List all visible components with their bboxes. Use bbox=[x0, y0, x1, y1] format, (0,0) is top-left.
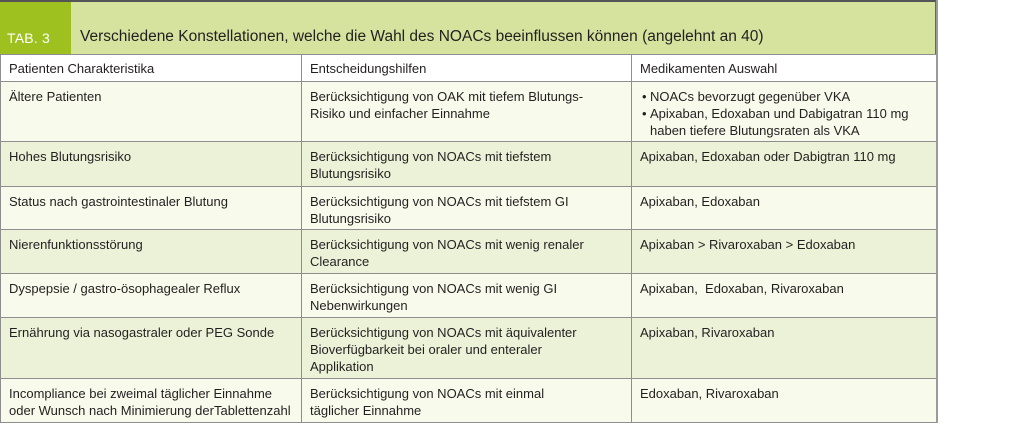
text-line: Bioverfügbarkeit bei oraler und enteraler bbox=[310, 342, 542, 357]
text-line: Nebenwirkungen bbox=[310, 298, 408, 313]
cell-characteristic: Status nach gastrointestinaler Blutung bbox=[0, 187, 301, 229]
bullet-text: Apixaban, Edoxaban und Dabigatran 110 mg bbox=[650, 106, 909, 121]
text-line: Incompliance bei zweimal täglicher Einnahme bbox=[9, 386, 273, 401]
bullet-text: NOACs bevorzugt gegenüber VKA bbox=[650, 89, 851, 104]
cell-selection: Apixaban, Rivaroxaban bbox=[631, 318, 936, 378]
cell-decision bbox=[301, 379, 631, 422]
cell-decision bbox=[301, 274, 631, 317]
cell-decision bbox=[301, 318, 631, 378]
text-line: Blutungsrisiko bbox=[310, 166, 391, 181]
text-line: Applikation bbox=[310, 359, 374, 374]
table-row bbox=[0, 82, 936, 142]
cell-decision bbox=[301, 230, 631, 273]
table-row bbox=[0, 274, 936, 318]
cell-selection: Edoxaban, Rivaroxaban bbox=[631, 379, 936, 422]
text-line: oder Wunsch nach Minimierung derTablettenzahl bbox=[9, 403, 291, 418]
table-badge bbox=[0, 2, 71, 54]
cell-selection: Apixaban, Edoxaban bbox=[631, 187, 936, 229]
table-row bbox=[0, 318, 936, 379]
table-number: TAB. 3 bbox=[7, 30, 50, 46]
text-line: Berücksichtigung von NOACs mit tiefstem bbox=[310, 149, 552, 164]
cell-selection: Apixaban, Edoxaban, Rivaroxaban bbox=[631, 274, 936, 317]
column-header-decision-aids: Entscheidungshilfen bbox=[301, 55, 631, 81]
text-line: Clearance bbox=[310, 254, 370, 269]
cell-characteristic: Nierenfunktionsstörung bbox=[0, 230, 301, 273]
table-title: Verschiedene Konstellationen, welche die Wahl des NOACs beeinflussen können (angelehnt an 40) bbox=[80, 28, 764, 45]
cell-characteristic: Hohes Blutungsrisiko bbox=[0, 142, 301, 186]
cell-decision bbox=[301, 142, 631, 186]
table-row bbox=[0, 187, 936, 230]
bullet-icon: • bbox=[642, 89, 647, 104]
cell-decision bbox=[301, 187, 631, 229]
table-row bbox=[0, 379, 936, 423]
cell-selection: Apixaban > Rivaroxaban > Edoxaban bbox=[631, 230, 936, 273]
table-header-row bbox=[0, 54, 936, 82]
table-title-band bbox=[0, 0, 936, 54]
cell-selection bbox=[631, 82, 936, 141]
column-header-drug-selection: Medikamenten Auswahl bbox=[631, 55, 936, 81]
bullet-continuation: haben tiefere Blutungsraten als VKA bbox=[650, 123, 860, 138]
cell-characteristic: Ernährung via nasogastraler oder PEG Sonde bbox=[0, 318, 301, 378]
bullet-icon: • bbox=[642, 106, 647, 121]
text-line: Berücksichtigung von OAK mit tiefem Blutungs- bbox=[310, 89, 584, 104]
cell-characteristic: Ältere Patienten bbox=[0, 82, 301, 141]
text-line: Risiko und einfacher Einnahme bbox=[310, 106, 490, 121]
text-line: Berücksichtigung von NOACs mit einmal bbox=[310, 386, 545, 401]
cell-characteristic: Dyspepsie / gastro-ösophagealer Reflux bbox=[0, 274, 301, 317]
text-line: Berücksichtigung von NOACs mit wenig GI bbox=[310, 281, 558, 296]
text-line: Berücksichtigung von NOACs mit äquivalenter bbox=[310, 325, 577, 340]
text-line: Berücksichtigung von NOACs mit tiefstem GI bbox=[310, 194, 569, 209]
cell-characteristic bbox=[0, 379, 301, 422]
text-line: Blutungsrisiko bbox=[310, 211, 391, 226]
text-line: Berücksichtigung von NOACs mit wenig renaler bbox=[310, 237, 584, 252]
table-row bbox=[0, 142, 936, 187]
bullet-item bbox=[640, 105, 928, 122]
table-row bbox=[0, 230, 936, 274]
bullet-item bbox=[640, 88, 928, 105]
cell-decision bbox=[301, 82, 631, 141]
cell-selection: Apixaban, Edoxaban oder Dabigtran 110 mg bbox=[631, 142, 936, 186]
column-header-characteristics: Patienten Charakteristika bbox=[0, 55, 301, 81]
text-line: täglicher Einnahme bbox=[310, 403, 422, 418]
